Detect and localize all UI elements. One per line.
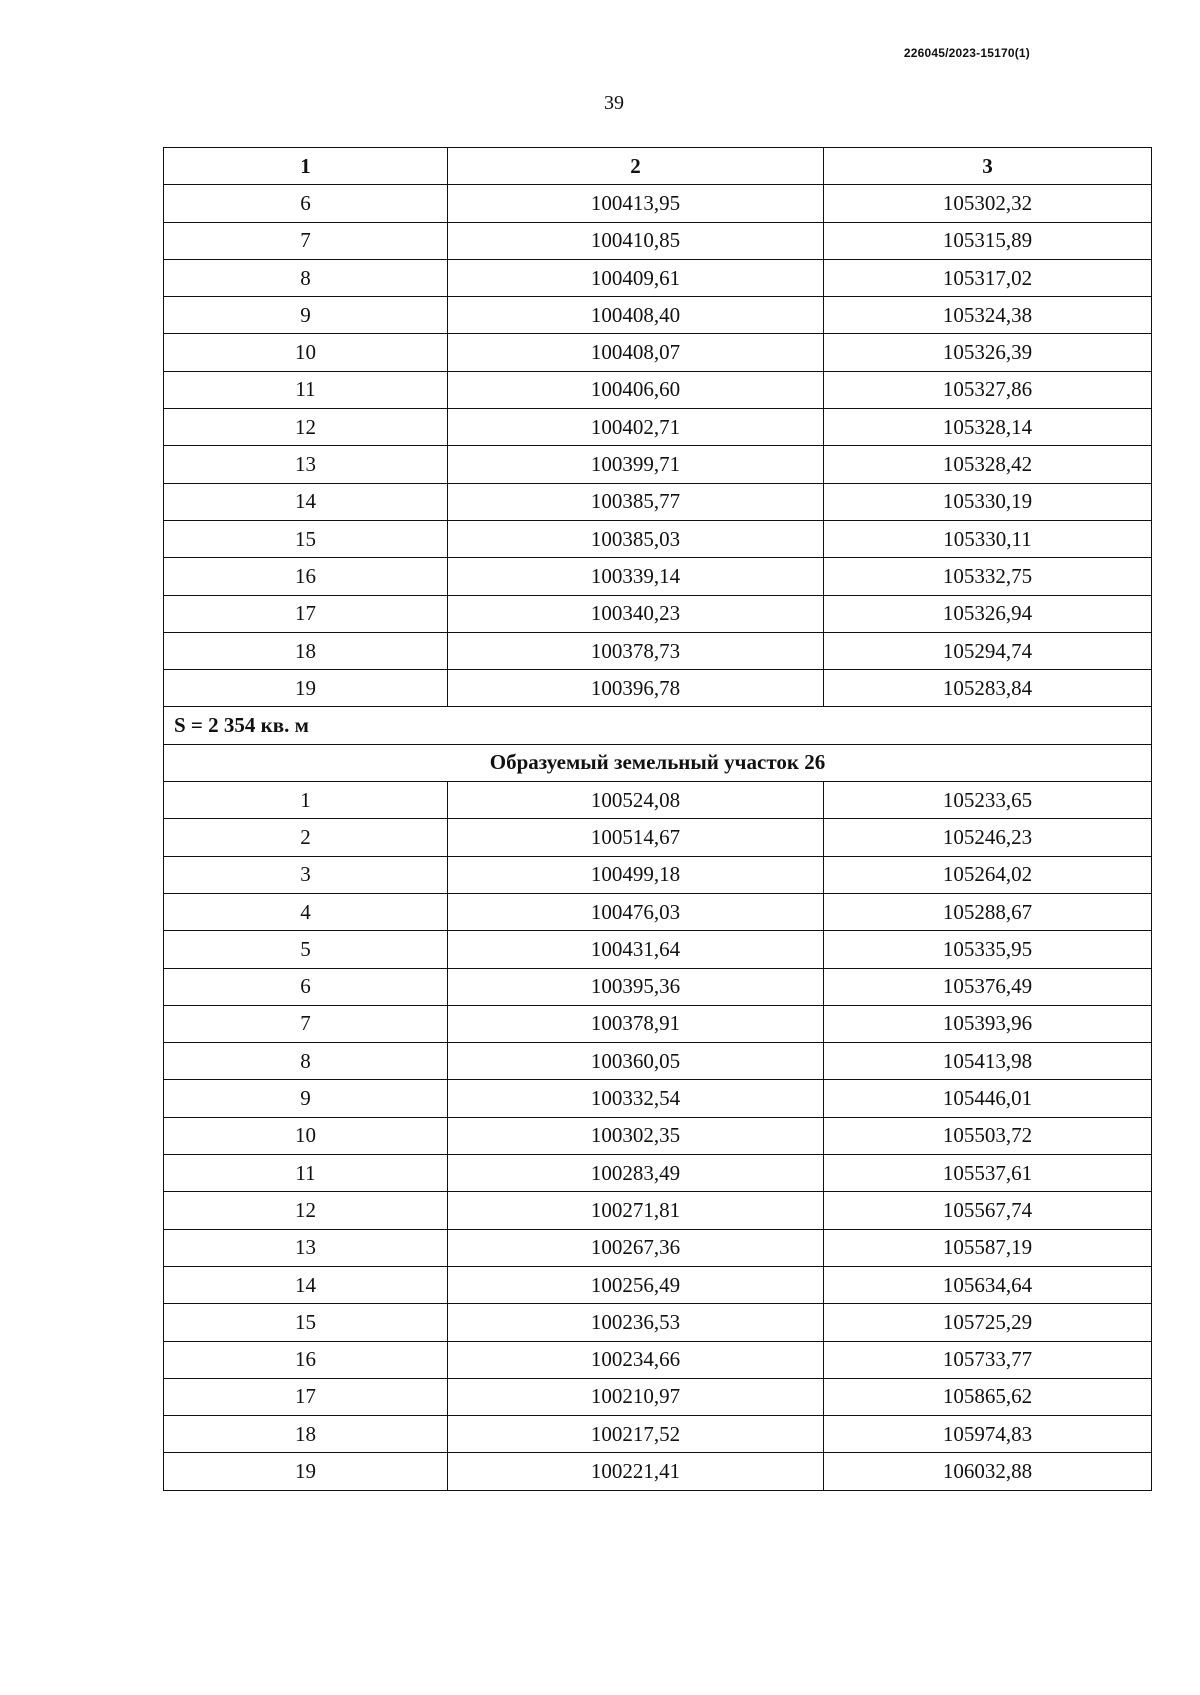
point-number-cell: 9 (164, 1080, 448, 1117)
y-coordinate-cell: 105332,75 (824, 558, 1152, 595)
table-row (164, 1341, 1152, 1378)
coordinates-table (163, 147, 1152, 1491)
x-coordinate-cell: 100431,64 (448, 931, 824, 968)
y-coordinate-cell: 106032,88 (824, 1453, 1152, 1490)
table-row (164, 185, 1152, 222)
point-number-cell: 12 (164, 1192, 448, 1229)
table-row (164, 371, 1152, 408)
y-coordinate-cell: 105315,89 (824, 222, 1152, 259)
table-row (164, 1192, 1152, 1229)
x-coordinate-cell: 100234,66 (448, 1341, 824, 1378)
y-coordinate-cell: 105246,23 (824, 819, 1152, 856)
point-number-cell: 14 (164, 1266, 448, 1303)
point-number-cell: 10 (164, 1117, 448, 1154)
x-coordinate-cell: 100360,05 (448, 1043, 824, 1080)
x-coordinate-cell: 100409,61 (448, 259, 824, 296)
x-coordinate-cell: 100399,71 (448, 446, 824, 483)
section-title: Образуемый земельный участок 26 (164, 744, 1152, 781)
y-coordinate-cell: 105233,65 (824, 782, 1152, 819)
x-coordinate-cell: 100339,14 (448, 558, 824, 595)
y-coordinate-cell: 105302,32 (824, 185, 1152, 222)
y-coordinate-cell: 105537,61 (824, 1155, 1152, 1192)
x-coordinate-cell: 100413,95 (448, 185, 824, 222)
point-number-cell: 18 (164, 632, 448, 669)
point-number-cell: 18 (164, 1416, 448, 1453)
table-row (164, 1005, 1152, 1042)
table-header-row (164, 148, 1152, 185)
point-number-cell: 17 (164, 1378, 448, 1415)
x-coordinate-cell: 100210,97 (448, 1378, 824, 1415)
x-coordinate-cell: 100332,54 (448, 1080, 824, 1117)
table-row (164, 893, 1152, 930)
point-number-cell: 12 (164, 409, 448, 446)
page-number: 39 (604, 92, 624, 114)
x-coordinate-cell: 100378,91 (448, 1005, 824, 1042)
table-row (164, 222, 1152, 259)
y-coordinate-cell: 105335,95 (824, 931, 1152, 968)
x-coordinate-cell: 100221,41 (448, 1453, 824, 1490)
point-number-cell: 1 (164, 782, 448, 819)
x-coordinate-cell: 100378,73 (448, 632, 824, 669)
table-row (164, 1080, 1152, 1117)
table-row (164, 446, 1152, 483)
table-row (164, 632, 1152, 669)
table-row (164, 297, 1152, 334)
table-row (164, 1304, 1152, 1341)
x-coordinate-cell: 100402,71 (448, 409, 824, 446)
table-row (164, 1043, 1152, 1080)
x-coordinate-cell: 100406,60 (448, 371, 824, 408)
table-row (164, 1266, 1152, 1303)
y-coordinate-cell: 105283,84 (824, 670, 1152, 707)
area-value: S = 2 354 кв. м (164, 707, 1152, 744)
x-coordinate-cell: 100410,85 (448, 222, 824, 259)
table-row (164, 1416, 1152, 1453)
x-coordinate-cell: 100283,49 (448, 1155, 824, 1192)
y-coordinate-cell: 105330,11 (824, 520, 1152, 557)
table-row (164, 334, 1152, 371)
point-number-cell: 16 (164, 558, 448, 595)
y-coordinate-cell: 105567,74 (824, 1192, 1152, 1229)
y-coordinate-cell: 105328,42 (824, 446, 1152, 483)
table-row (164, 520, 1152, 557)
column-header-1: 1 (164, 148, 448, 185)
point-number-cell: 6 (164, 185, 448, 222)
y-coordinate-cell: 105326,39 (824, 334, 1152, 371)
x-coordinate-cell: 100302,35 (448, 1117, 824, 1154)
table-row (164, 595, 1152, 632)
y-coordinate-cell: 105503,72 (824, 1117, 1152, 1154)
point-number-cell: 15 (164, 520, 448, 557)
point-number-cell: 13 (164, 1229, 448, 1266)
y-coordinate-cell: 105974,83 (824, 1416, 1152, 1453)
column-header-3: 3 (824, 148, 1152, 185)
point-number-cell: 19 (164, 670, 448, 707)
y-coordinate-cell: 105294,74 (824, 632, 1152, 669)
point-number-cell: 15 (164, 1304, 448, 1341)
table-row (164, 409, 1152, 446)
x-coordinate-cell: 100524,08 (448, 782, 824, 819)
point-number-cell: 19 (164, 1453, 448, 1490)
y-coordinate-cell: 105376,49 (824, 968, 1152, 1005)
point-number-cell: 6 (164, 968, 448, 1005)
table-row (164, 819, 1152, 856)
x-coordinate-cell: 100408,40 (448, 297, 824, 334)
y-coordinate-cell: 105393,96 (824, 1005, 1152, 1042)
x-coordinate-cell: 100385,03 (448, 520, 824, 557)
document-id: 226045/2023-15170(1) (903, 46, 1030, 60)
point-number-cell: 17 (164, 595, 448, 632)
y-coordinate-cell: 105317,02 (824, 259, 1152, 296)
x-coordinate-cell: 100395,36 (448, 968, 824, 1005)
table-row (164, 670, 1152, 707)
table-row (164, 856, 1152, 893)
x-coordinate-cell: 100256,49 (448, 1266, 824, 1303)
table-row (164, 259, 1152, 296)
point-number-cell: 11 (164, 1155, 448, 1192)
y-coordinate-cell: 105330,19 (824, 483, 1152, 520)
y-coordinate-cell: 105327,86 (824, 371, 1152, 408)
table-row (164, 782, 1152, 819)
coordinates-table-body (164, 148, 1152, 1491)
table-row (164, 968, 1152, 1005)
x-coordinate-cell: 100476,03 (448, 893, 824, 930)
y-coordinate-cell: 105413,98 (824, 1043, 1152, 1080)
y-coordinate-cell: 105288,67 (824, 893, 1152, 930)
area-row (164, 707, 1152, 744)
x-coordinate-cell: 100385,77 (448, 483, 824, 520)
point-number-cell: 2 (164, 819, 448, 856)
y-coordinate-cell: 105264,02 (824, 856, 1152, 893)
y-coordinate-cell: 105324,38 (824, 297, 1152, 334)
y-coordinate-cell: 105865,62 (824, 1378, 1152, 1415)
table-row (164, 931, 1152, 968)
point-number-cell: 14 (164, 483, 448, 520)
table-row (164, 558, 1152, 595)
point-number-cell: 4 (164, 893, 448, 930)
x-coordinate-cell: 100514,67 (448, 819, 824, 856)
point-number-cell: 7 (164, 222, 448, 259)
x-coordinate-cell: 100271,81 (448, 1192, 824, 1229)
table-row (164, 483, 1152, 520)
y-coordinate-cell: 105326,94 (824, 595, 1152, 632)
y-coordinate-cell: 105733,77 (824, 1341, 1152, 1378)
point-number-cell: 8 (164, 1043, 448, 1080)
point-number-cell: 8 (164, 259, 448, 296)
table-row (164, 1117, 1152, 1154)
column-header-2: 2 (448, 148, 824, 185)
table-row (164, 1155, 1152, 1192)
x-coordinate-cell: 100217,52 (448, 1416, 824, 1453)
x-coordinate-cell: 100396,78 (448, 670, 824, 707)
y-coordinate-cell: 105446,01 (824, 1080, 1152, 1117)
point-number-cell: 10 (164, 334, 448, 371)
point-number-cell: 9 (164, 297, 448, 334)
x-coordinate-cell: 100340,23 (448, 595, 824, 632)
point-number-cell: 7 (164, 1005, 448, 1042)
point-number-cell: 5 (164, 931, 448, 968)
table-row (164, 1229, 1152, 1266)
y-coordinate-cell: 105725,29 (824, 1304, 1152, 1341)
x-coordinate-cell: 100408,07 (448, 334, 824, 371)
table-row (164, 1378, 1152, 1415)
x-coordinate-cell: 100499,18 (448, 856, 824, 893)
y-coordinate-cell: 105634,64 (824, 1266, 1152, 1303)
y-coordinate-cell: 105328,14 (824, 409, 1152, 446)
x-coordinate-cell: 100267,36 (448, 1229, 824, 1266)
point-number-cell: 13 (164, 446, 448, 483)
x-coordinate-cell: 100236,53 (448, 1304, 824, 1341)
section-title-row (164, 744, 1152, 781)
point-number-cell: 3 (164, 856, 448, 893)
point-number-cell: 16 (164, 1341, 448, 1378)
point-number-cell: 11 (164, 371, 448, 408)
y-coordinate-cell: 105587,19 (824, 1229, 1152, 1266)
table-row (164, 1453, 1152, 1490)
